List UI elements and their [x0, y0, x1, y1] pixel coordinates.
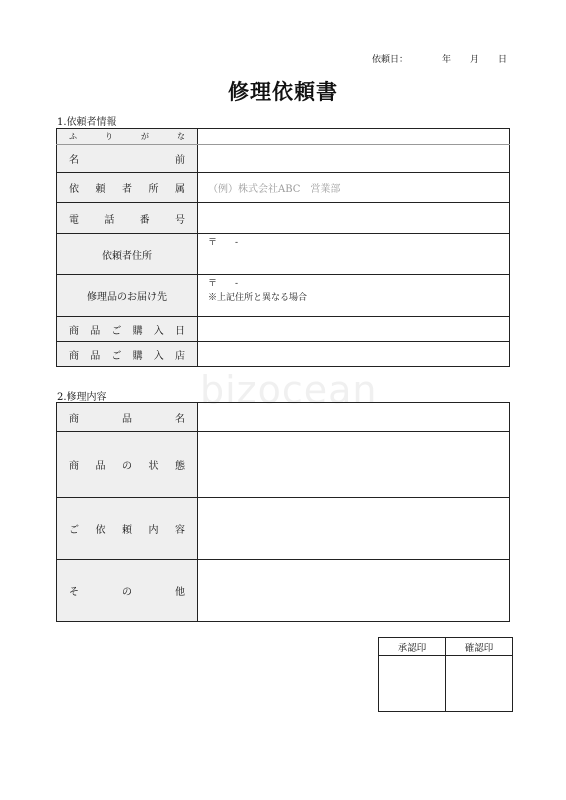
date-month: 月: [470, 55, 480, 65]
address-field[interactable]: [198, 234, 510, 275]
repair-content-table: [56, 402, 510, 622]
approve-stamp-label: 承認印: [379, 638, 446, 656]
delivery-label: 修理品のお届け先: [57, 275, 198, 317]
row-name: [57, 145, 510, 173]
product-name-field[interactable]: [198, 403, 510, 432]
section1-heading: 1.依頼者情報: [57, 117, 117, 128]
row-product-name: [57, 403, 510, 432]
purchase-date-field[interactable]: [198, 317, 510, 342]
date-label: 依頼日：: [372, 55, 409, 65]
label-name: [57, 145, 198, 173]
row-purchase-store: [57, 342, 510, 367]
label-phone: [57, 203, 198, 234]
purchase-store-label: 商 品 ご 購 入 店: [69, 350, 185, 362]
approve-stamp-box[interactable]: [379, 656, 446, 712]
page-title: 修理依頼書: [228, 79, 338, 104]
row-address: [57, 234, 510, 275]
row-request-details: [57, 498, 510, 560]
product-condition-label: 商 品 の 状 態: [69, 461, 185, 472]
request-details-label: ご 依 頼 内 容: [69, 525, 185, 536]
section2-heading: 2.修理内容: [57, 392, 107, 403]
row-phone: [57, 203, 510, 234]
row-other: [57, 560, 510, 622]
label-affiliation: [57, 173, 198, 203]
other-field[interactable]: [198, 560, 510, 622]
purchase-date-label: 商 品 ご 購 入 日: [69, 325, 185, 337]
row-affiliation: [57, 173, 510, 203]
phone-field[interactable]: [198, 203, 510, 234]
affiliation-field[interactable]: [198, 173, 510, 203]
other-label: そ の 他: [69, 587, 185, 598]
row-product-condition: [57, 432, 510, 498]
requester-info-table: [56, 128, 510, 367]
watermark: bizocean: [200, 368, 378, 412]
delivery-field[interactable]: [198, 275, 510, 317]
stamp-table: [378, 637, 513, 712]
label-request-details: [57, 498, 198, 560]
furigana-label: ふ り が な: [69, 132, 185, 141]
label-furigana: [57, 129, 198, 145]
row-furigana: [57, 129, 510, 145]
phone-label: 電 話 番 号: [69, 214, 185, 226]
stamp-header-row: [379, 638, 513, 656]
label-product-name: [57, 403, 198, 432]
row-purchase-date: [57, 317, 510, 342]
name-field[interactable]: [198, 145, 510, 173]
request-details-field[interactable]: [198, 498, 510, 560]
confirm-stamp-label: 確認印: [446, 638, 513, 656]
label-product-condition: [57, 432, 198, 498]
label-purchase-date: [57, 317, 198, 342]
label-purchase-store: [57, 342, 198, 367]
delivery-note: ※上記住所と異なる場合: [208, 293, 308, 303]
date-year: 年: [442, 55, 452, 65]
row-delivery: [57, 275, 510, 317]
address-label: 依頼者住所: [57, 234, 198, 275]
name-label: 名 前: [69, 155, 185, 166]
purchase-store-field[interactable]: [198, 342, 510, 367]
label-other: [57, 560, 198, 622]
confirm-stamp-box[interactable]: [446, 656, 513, 712]
delivery-postal: 〒 -: [208, 279, 239, 289]
product-condition-field[interactable]: [198, 432, 510, 498]
affiliation-label: 依 頼 者 所 属: [69, 184, 185, 195]
furigana-field[interactable]: [198, 129, 510, 145]
date-day: 日: [498, 55, 508, 65]
affiliation-example: （例）株式会社ABC 営業部: [208, 184, 341, 195]
product-name-label: 商 品 名: [69, 413, 185, 425]
address-postal: 〒 -: [208, 238, 239, 248]
stamp-body-row: [379, 656, 513, 712]
